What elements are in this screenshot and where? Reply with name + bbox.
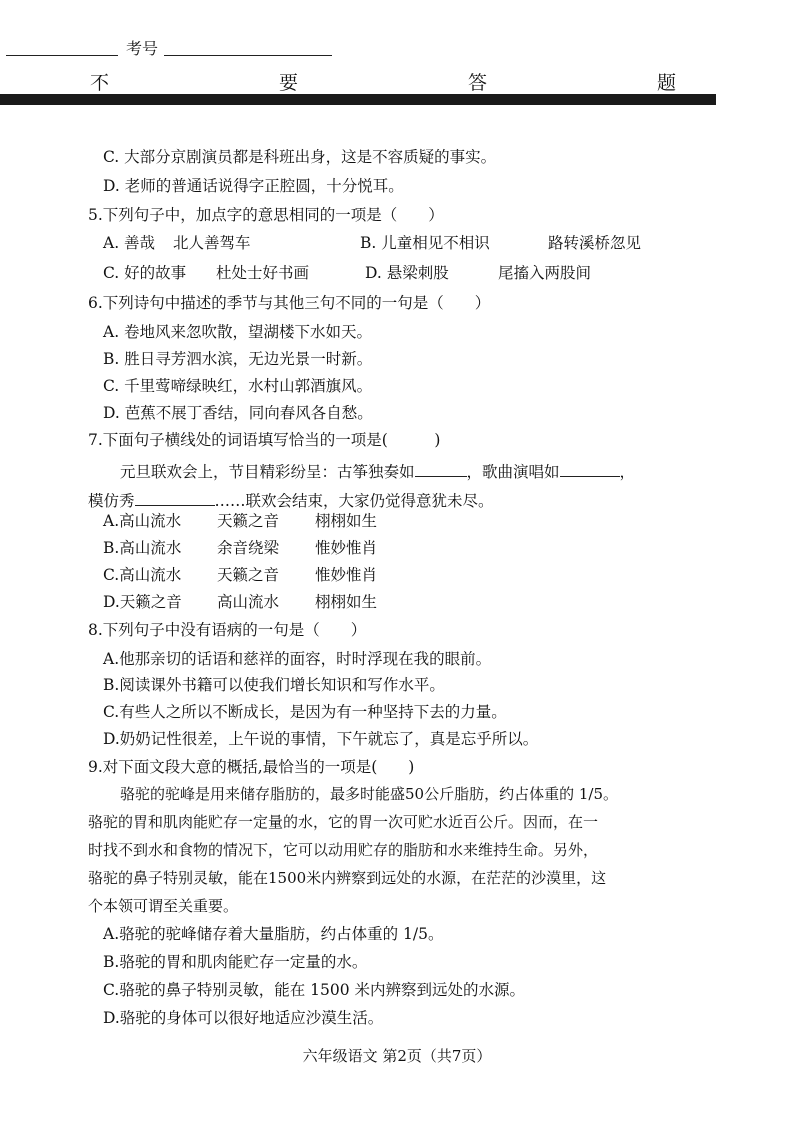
- q7-sentence-line-2: [88, 491, 494, 510]
- no-answer-char-2: 要: [279, 72, 299, 94]
- q7-stem: 7.下面句子横线处的词语填写恰当的一项是( ): [88, 431, 441, 449]
- q4-option-d: D. 老师的普通话说得字正腔圆，十分悦耳。: [103, 177, 404, 195]
- q9-stem: 9.对下面文段大意的概括,最恰当的一项是( ): [88, 758, 415, 776]
- exam-number-label: 考号: [126, 39, 159, 58]
- exam-number-blank-line: [164, 55, 332, 56]
- q7-a-word2: 天籁之音: [217, 512, 280, 530]
- q9-passage-line-1: 骆驼的驼峰是用来储存脂肪的，最多时能盛50公斤脂肪，约占体重的 1/5。: [120, 785, 618, 803]
- exam-header: [0, 0, 794, 115]
- q8-option-c: C.有些人之所以不断成长，是因为有一种坚持下去的力量。: [103, 703, 507, 721]
- no-answer-char-4: 题: [657, 72, 677, 94]
- q8-option-a: A.他那亲切的话语和慈祥的面容，时时浮现在我的眼前。: [103, 650, 492, 668]
- q5-c-part2: 杜处士好书画: [216, 264, 310, 282]
- q7-sentence-line-1: [120, 462, 635, 481]
- q7-line1-text-c: ，: [619, 463, 636, 481]
- q5-a-part2: 北人善驾车: [173, 234, 251, 252]
- no-answer-char-1: 不: [90, 72, 110, 94]
- q7-c-word2: 天籁之音: [217, 566, 280, 584]
- q9-option-a: A.骆驼的驼峰储存着大量脂肪，约占体重的 1/5。: [103, 925, 444, 943]
- q7-d-word2: 高山流水: [217, 593, 280, 611]
- q5-stem: 5.下列句子中，加点字的意思相同的一项是（ ）: [88, 206, 444, 224]
- q7-blank-1[interactable]: [415, 462, 467, 477]
- q7-a-word3: 栩栩如生: [315, 512, 378, 530]
- q7-blank-3[interactable]: [135, 491, 215, 506]
- q7-line2-text-b: ……联欢会结束，大家仍觉得意犹未尽。: [214, 492, 494, 510]
- q4-option-c: C. 大部分京剧演员都是科班出身，这是不容质疑的事实。: [103, 148, 497, 166]
- name-blank-line: [6, 55, 118, 56]
- q9-passage-line-5: 个本领可谓至关重要。: [88, 897, 239, 915]
- q9-passage-line-4: 骆驼的鼻子特别灵敏，能在1500米内辨察到远处的水源，在茫茫的沙漠里，这: [88, 869, 607, 887]
- q8-stem: 8.下列句子中没有语病的一句是（ ）: [88, 621, 367, 639]
- q8-option-b: B.阅读课外书籍可以使我们增长知识和写作水平。: [103, 676, 445, 694]
- q5-c-part1: C. 好的故事: [103, 264, 187, 282]
- q7-c-word1: C.高山流水: [103, 566, 182, 584]
- q5-d-part2: 尾搐入两股间: [498, 264, 592, 282]
- header-divider-bar: [0, 94, 716, 105]
- q7-line1-text-a: 元旦联欢会上，节目精彩纷呈：古筝独奏如: [120, 463, 415, 481]
- q5-a-part1: A. 善哉: [103, 234, 156, 252]
- q8-option-d: D.奶奶记性很差，上午说的事情，下午就忘了，真是忘乎所以。: [103, 730, 539, 748]
- q5-b-part2: 路转溪桥忽见: [548, 234, 642, 252]
- no-answer-char-3: 答: [468, 72, 488, 94]
- q9-passage-line-2: 骆驼的胃和肌肉能贮存一定量的水，它的胃一次可贮水近百公斤。因而，在一: [88, 813, 599, 831]
- q9-passage-line-3: 时找不到水和食物的情况下，它可以动用贮存的脂肪和水来维持生命。另外，: [88, 841, 599, 859]
- q6-option-d: D. 芭蕉不展丁香结，同向春风各自愁。: [103, 404, 373, 422]
- q7-c-word3: 惟妙惟肖: [315, 566, 378, 584]
- q6-option-a: A. 卷地风来忽吹散，望湖楼下水如天。: [103, 323, 373, 341]
- q7-line1-text-b: ，歌曲演唱如: [466, 463, 560, 481]
- q9-option-d: D.骆驼的身体可以很好地适应沙漠生活。: [103, 1009, 384, 1027]
- q6-option-b: B. 胜日寻芳泗水滨，无边光景一时新。: [103, 350, 373, 368]
- q6-stem: 6.下列诗句中描述的季节与其他三句不同的一句是（ ）: [88, 294, 491, 312]
- q7-a-word1: A.高山流水: [103, 512, 182, 530]
- page-footer: 六年级语文 第2页（共7页）: [302, 1047, 492, 1065]
- q9-option-b: B.骆驼的胃和肌肉能贮存一定量的水。: [103, 953, 368, 971]
- q7-blank-2[interactable]: [560, 462, 620, 477]
- q5-d-part1: D. 悬梁刺股: [365, 264, 449, 282]
- q7-b-word1: B.高山流水: [103, 539, 182, 557]
- q5-b-part1: B. 儿童相见不相识: [360, 234, 490, 252]
- q7-d-word3: 栩栩如生: [315, 593, 378, 611]
- q7-b-word3: 惟妙惟肖: [315, 539, 378, 557]
- q9-option-c: C.骆驼的鼻子特别灵敏，能在 1500 米内辨察到远处的水源。: [103, 981, 526, 999]
- q7-line2-text-a: 模仿秀: [88, 492, 135, 510]
- q7-b-word2: 余音绕梁: [217, 539, 280, 557]
- q7-d-word1: D.天籁之音: [103, 593, 182, 611]
- q6-option-c: C. 千里莺啼绿映红，水村山郭酒旗风。: [103, 377, 373, 395]
